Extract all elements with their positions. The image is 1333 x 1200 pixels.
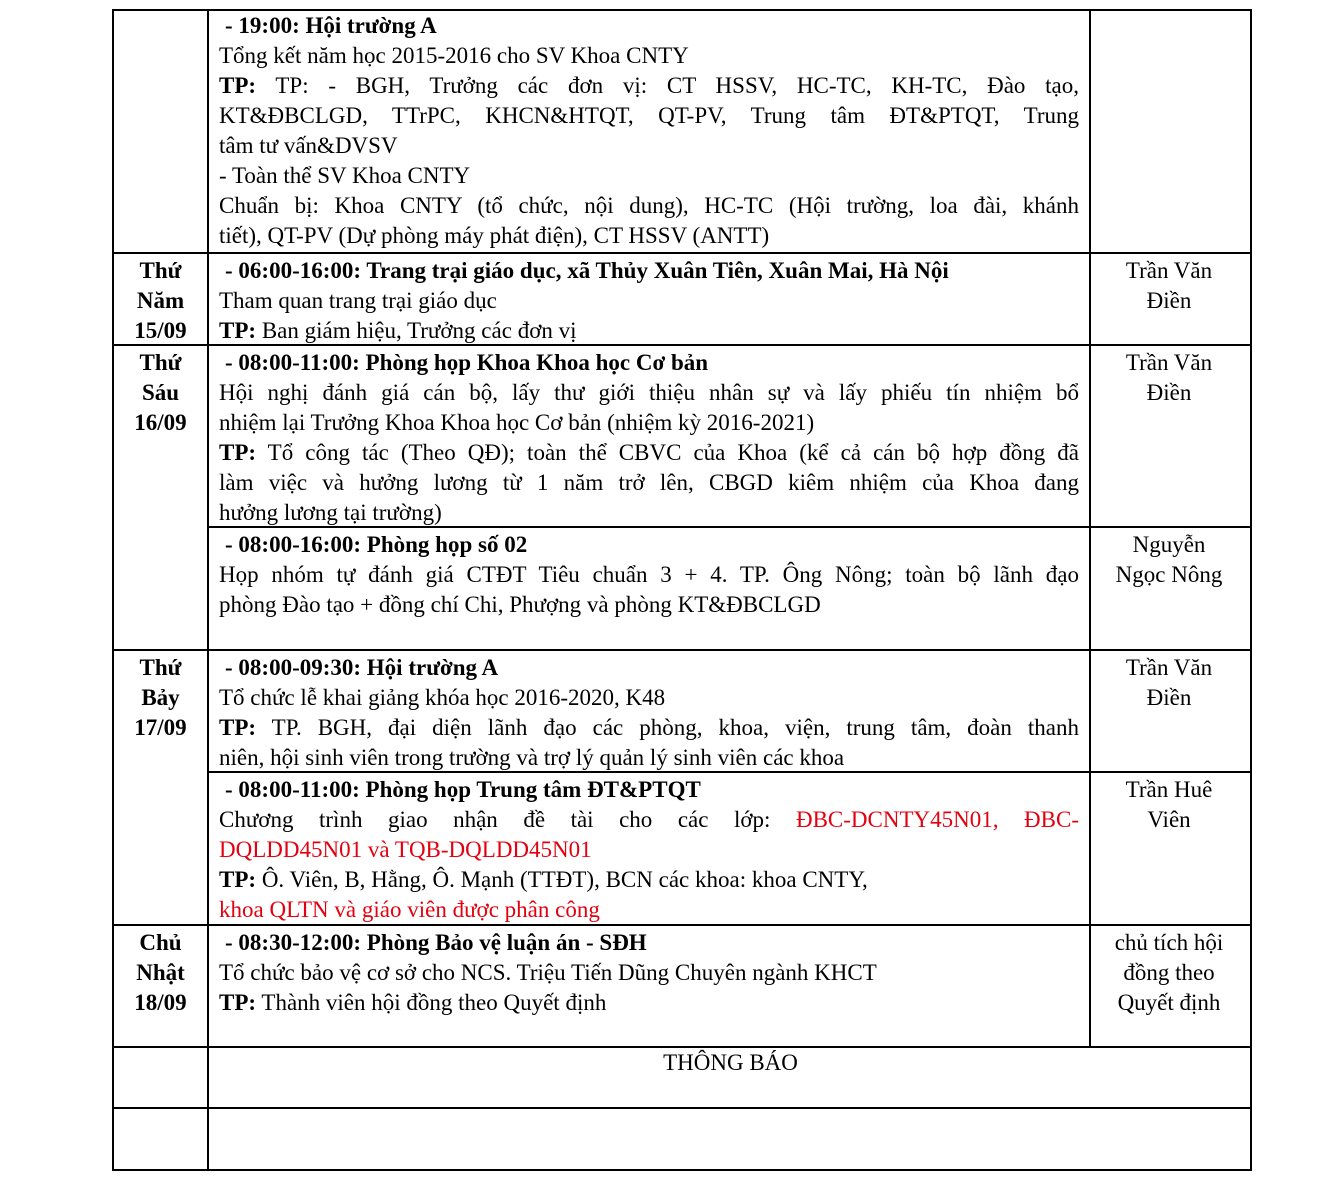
event-title-line: nhiệm lại Trưởng Khoa Khoa học Cơ bản (nhiệm kỳ 2016-2021) [219,410,815,435]
event-participants: TP: TP: - BGH, Trưởng các đơn vị: CT HSSV, HC-TC, KH-TC, Đào tạo, [219,73,1079,98]
class-list: ĐBC-DCNTY45N01, ĐBC- [795,807,1079,832]
host-cell: Nguyễn Ngọc Nông [1115,532,1223,587]
column-divider-day [207,11,209,1169]
event-title: Tổng kết năm học 2015-2016 cho SV Khoa CNTY [219,43,689,68]
event-heading: - 08:00-16:00: Phòng họp số 02 [225,532,528,557]
event-cell [219,775,1079,925]
row-divider [114,252,1252,254]
event-participants-line: KT&ĐBCLGD, TTrPC, KHCN&HTQT, QT-PV, Trung tâm ĐT&PTQT, Trung [219,103,1079,128]
event-heading: - 08:00-11:00: Phòng họp Khoa Khoa học Cơ bản [225,350,709,375]
event-participants-line: niên, hội sinh viên trong trường và trợ lý quản lý sinh viên các khoa [219,745,845,770]
event-preparation-line: tiết), QT-PV (Dự phòng máy phát điện), CT HSSV (ANTT) [219,223,770,248]
event-description: Chương trình giao nhận đề tài cho các lớp: ĐBC-DCNTY45N01, ĐBC- [219,807,1079,832]
event-participants: TP: Ban giám hiệu, Trưởng các đơn vị [219,318,577,343]
event-title: Hội nghị đánh giá cán bộ, lấy thư giới thiệu nhân sự và lấy phiếu tín nhiệm bổ [219,380,1079,405]
event-cell [219,348,1079,528]
host-cell: Trần Huê Viên [1125,777,1213,832]
column-divider-host [1089,11,1091,1047]
event-participants-line: tâm tư vấn&DVSV [219,133,398,158]
host-cell: chủ tích hội đồng theo Quyết định [1114,930,1224,1015]
event-cell [219,256,1079,346]
event-participants-line: làm việc và hưởng lương từ 1 năm trở lên, CBGD kiêm nhiệm của Khoa đang [219,470,1079,495]
row-divider [114,1107,1252,1109]
event-cell [219,653,1079,773]
event-participants-line: khoa QLTN và giáo viên được phân công [219,897,600,922]
event-participants-line: - Toàn thể SV Khoa CNTY [219,163,471,188]
event-participants-line: hưởng lương tại trường) [219,500,442,525]
event-participants: TP: Tổ công tác (Theo QĐ); toàn thể CBVC của Khoa (kể cả cán bộ hợp đồng đã [219,440,1079,465]
event-description: Họp nhóm tự đánh giá CTĐT Tiêu chuẩn 3 + 4. TP. Ông Nông; toàn bộ lãnh đạo [219,562,1079,587]
event-participants: TP: Ô. Viên, B, Hằng, Ô. Mạnh (TTĐT), BCN các khoa: khoa CNTY, [219,867,868,892]
row-divider [114,649,1252,651]
event-title: Tổ chức lễ khai giảng khóa học 2016-2020, K48 [219,685,666,710]
schedule-table [112,9,1252,1171]
event-title: Tổ chức bảo vệ cơ sở cho NCS. Triệu Tiến Dũng Chuyên ngành KHCT [219,960,877,985]
day-cell: Thứ Sáu 16/09 [134,350,187,435]
event-heading: - 08:00-09:30: Hội trường A [225,655,499,680]
event-heading: - 19:00: Hội trường A [225,13,437,38]
notice-heading: THÔNG BÁO [663,1050,798,1075]
event-cell [219,11,1079,251]
event-title: Tham quan trang trại giáo dục [219,288,497,313]
day-cell: Thứ Năm 15/09 [134,258,187,343]
event-description-line: phòng Đào tạo + đồng chí Chi, Phượng và phòng KT&ĐBCLGD [219,592,821,617]
event-heading: - 08:30-12:00: Phòng Bảo vệ luận án - SĐH [225,930,647,955]
event-participants: TP: TP. BGH, đại diện lãnh đạo các phòng, khoa, viện, trung tâm, đoàn thanh [219,715,1079,740]
host-cell: Trần Văn Điền [1125,350,1213,405]
host-cell: Trần Văn Điền [1125,655,1213,710]
event-heading: - 06:00-16:00: Trang trại giáo dục, xã Thủy Xuân Tiên, Xuân Mai, Hà Nội [225,258,949,283]
event-preparation: Chuẩn bị: Khoa CNTY (tổ chức, nội dung), HC-TC (Hội trường, loa đài, khánh [219,193,1079,218]
day-cell: Chủ Nhật 18/09 [134,930,187,1015]
event-cell [219,928,1079,1018]
event-heading: - 08:00-11:00: Phòng họp Trung tâm ĐT&PTQT [225,777,701,802]
host-cell: Trần Văn Điền [1125,258,1213,313]
class-list-line: DQLDD45N01 và TQB-DQLDD45N01 [219,837,592,862]
event-cell [219,530,1079,620]
day-cell: Thứ Bảy 17/09 [134,655,187,740]
event-participants: TP: Thành viên hội đồng theo Quyết định [219,990,607,1015]
